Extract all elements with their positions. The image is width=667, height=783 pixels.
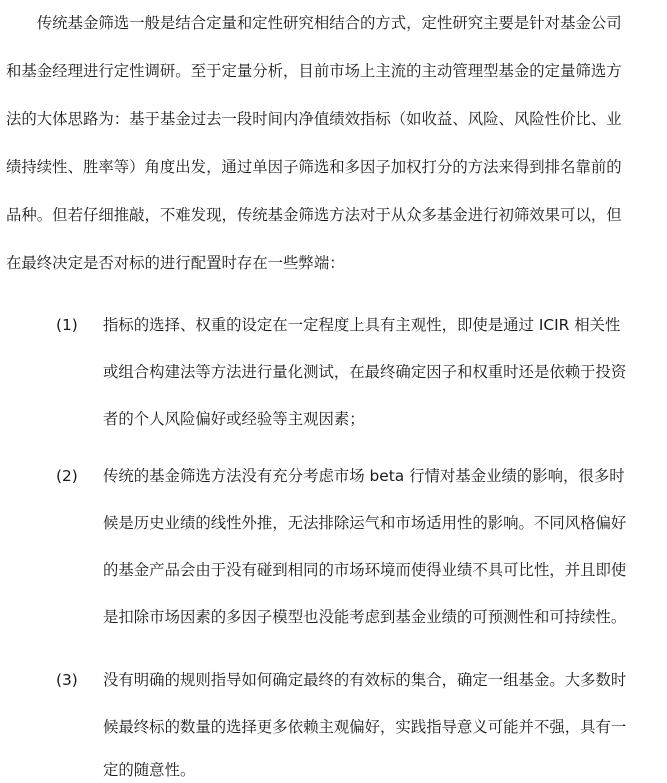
intro-line: 和基金经理进行定性调研。至于定量分析，目前市场上主流的主动管理型基金的定量筛选方 bbox=[6, 62, 622, 80]
intro-line: 传统基金筛选一般是结合定量和定性研究相结合的方式，定性研究主要是针对基金公司 bbox=[6, 14, 622, 32]
list-item-line: 的基金产品会由于没有碰到相同的市场环境而使得业绩不具可比性，并且即使 bbox=[103, 561, 627, 579]
list-item-line: 是扣除市场因素的多因子模型也没能考虑到基金业绩的可预测性和可持续性。 bbox=[103, 608, 627, 626]
intro-line: 绩持续性、胜率等）角度出发，通过单因子筛选和多因子加权打分的方法来得到排名靠前的 bbox=[6, 158, 622, 176]
list-item-line: 指标的选择、权重的设定在一定程度上具有主观性，即使是通过 ICIR 相关性 bbox=[103, 316, 621, 334]
list-item-line: 者的个人风险偏好或经验等主观因素； bbox=[103, 410, 365, 428]
list-item-number: (2) bbox=[56, 467, 78, 485]
list-item-line: 候是历史业绩的线性外推，无法排除运气和市场适用性的影响。不同风格偏好 bbox=[103, 514, 627, 532]
intro-line: 法的大体思路为：基于基金过去一段时间内净值绩效指标（如收益、风险、风险性价比、业 bbox=[6, 110, 622, 128]
list-item-line: 候最终标的数量的选择更多依赖主观偏好，实践指导意义可能并不强，具有一 bbox=[103, 718, 627, 736]
list-item-line: 定的随意性。 bbox=[103, 761, 196, 779]
list-item-line: 或组合构建法等方法进行量化测试，在最终确定因子和权重时还是依赖于投资 bbox=[103, 363, 627, 381]
list-item-line: 没有明确的规则指导如何确定最终的有效标的集合，确定一组基金。大多数时 bbox=[103, 671, 627, 689]
list-item-number: (1) bbox=[56, 316, 78, 334]
intro-line: 在最终决定是否对标的进行配置时存在一些弊端： bbox=[6, 254, 345, 272]
list-item-line: 传统的基金筛选方法没有充分考虑市场 beta 行情对基金业绩的影响，很多时 bbox=[103, 467, 625, 485]
list-item-number: (3) bbox=[56, 671, 78, 689]
intro-line: 品种。但若仔细推敲，不难发现，传统基金筛选方法对于从众多基金进行初筛效果可以，但 bbox=[6, 206, 622, 224]
